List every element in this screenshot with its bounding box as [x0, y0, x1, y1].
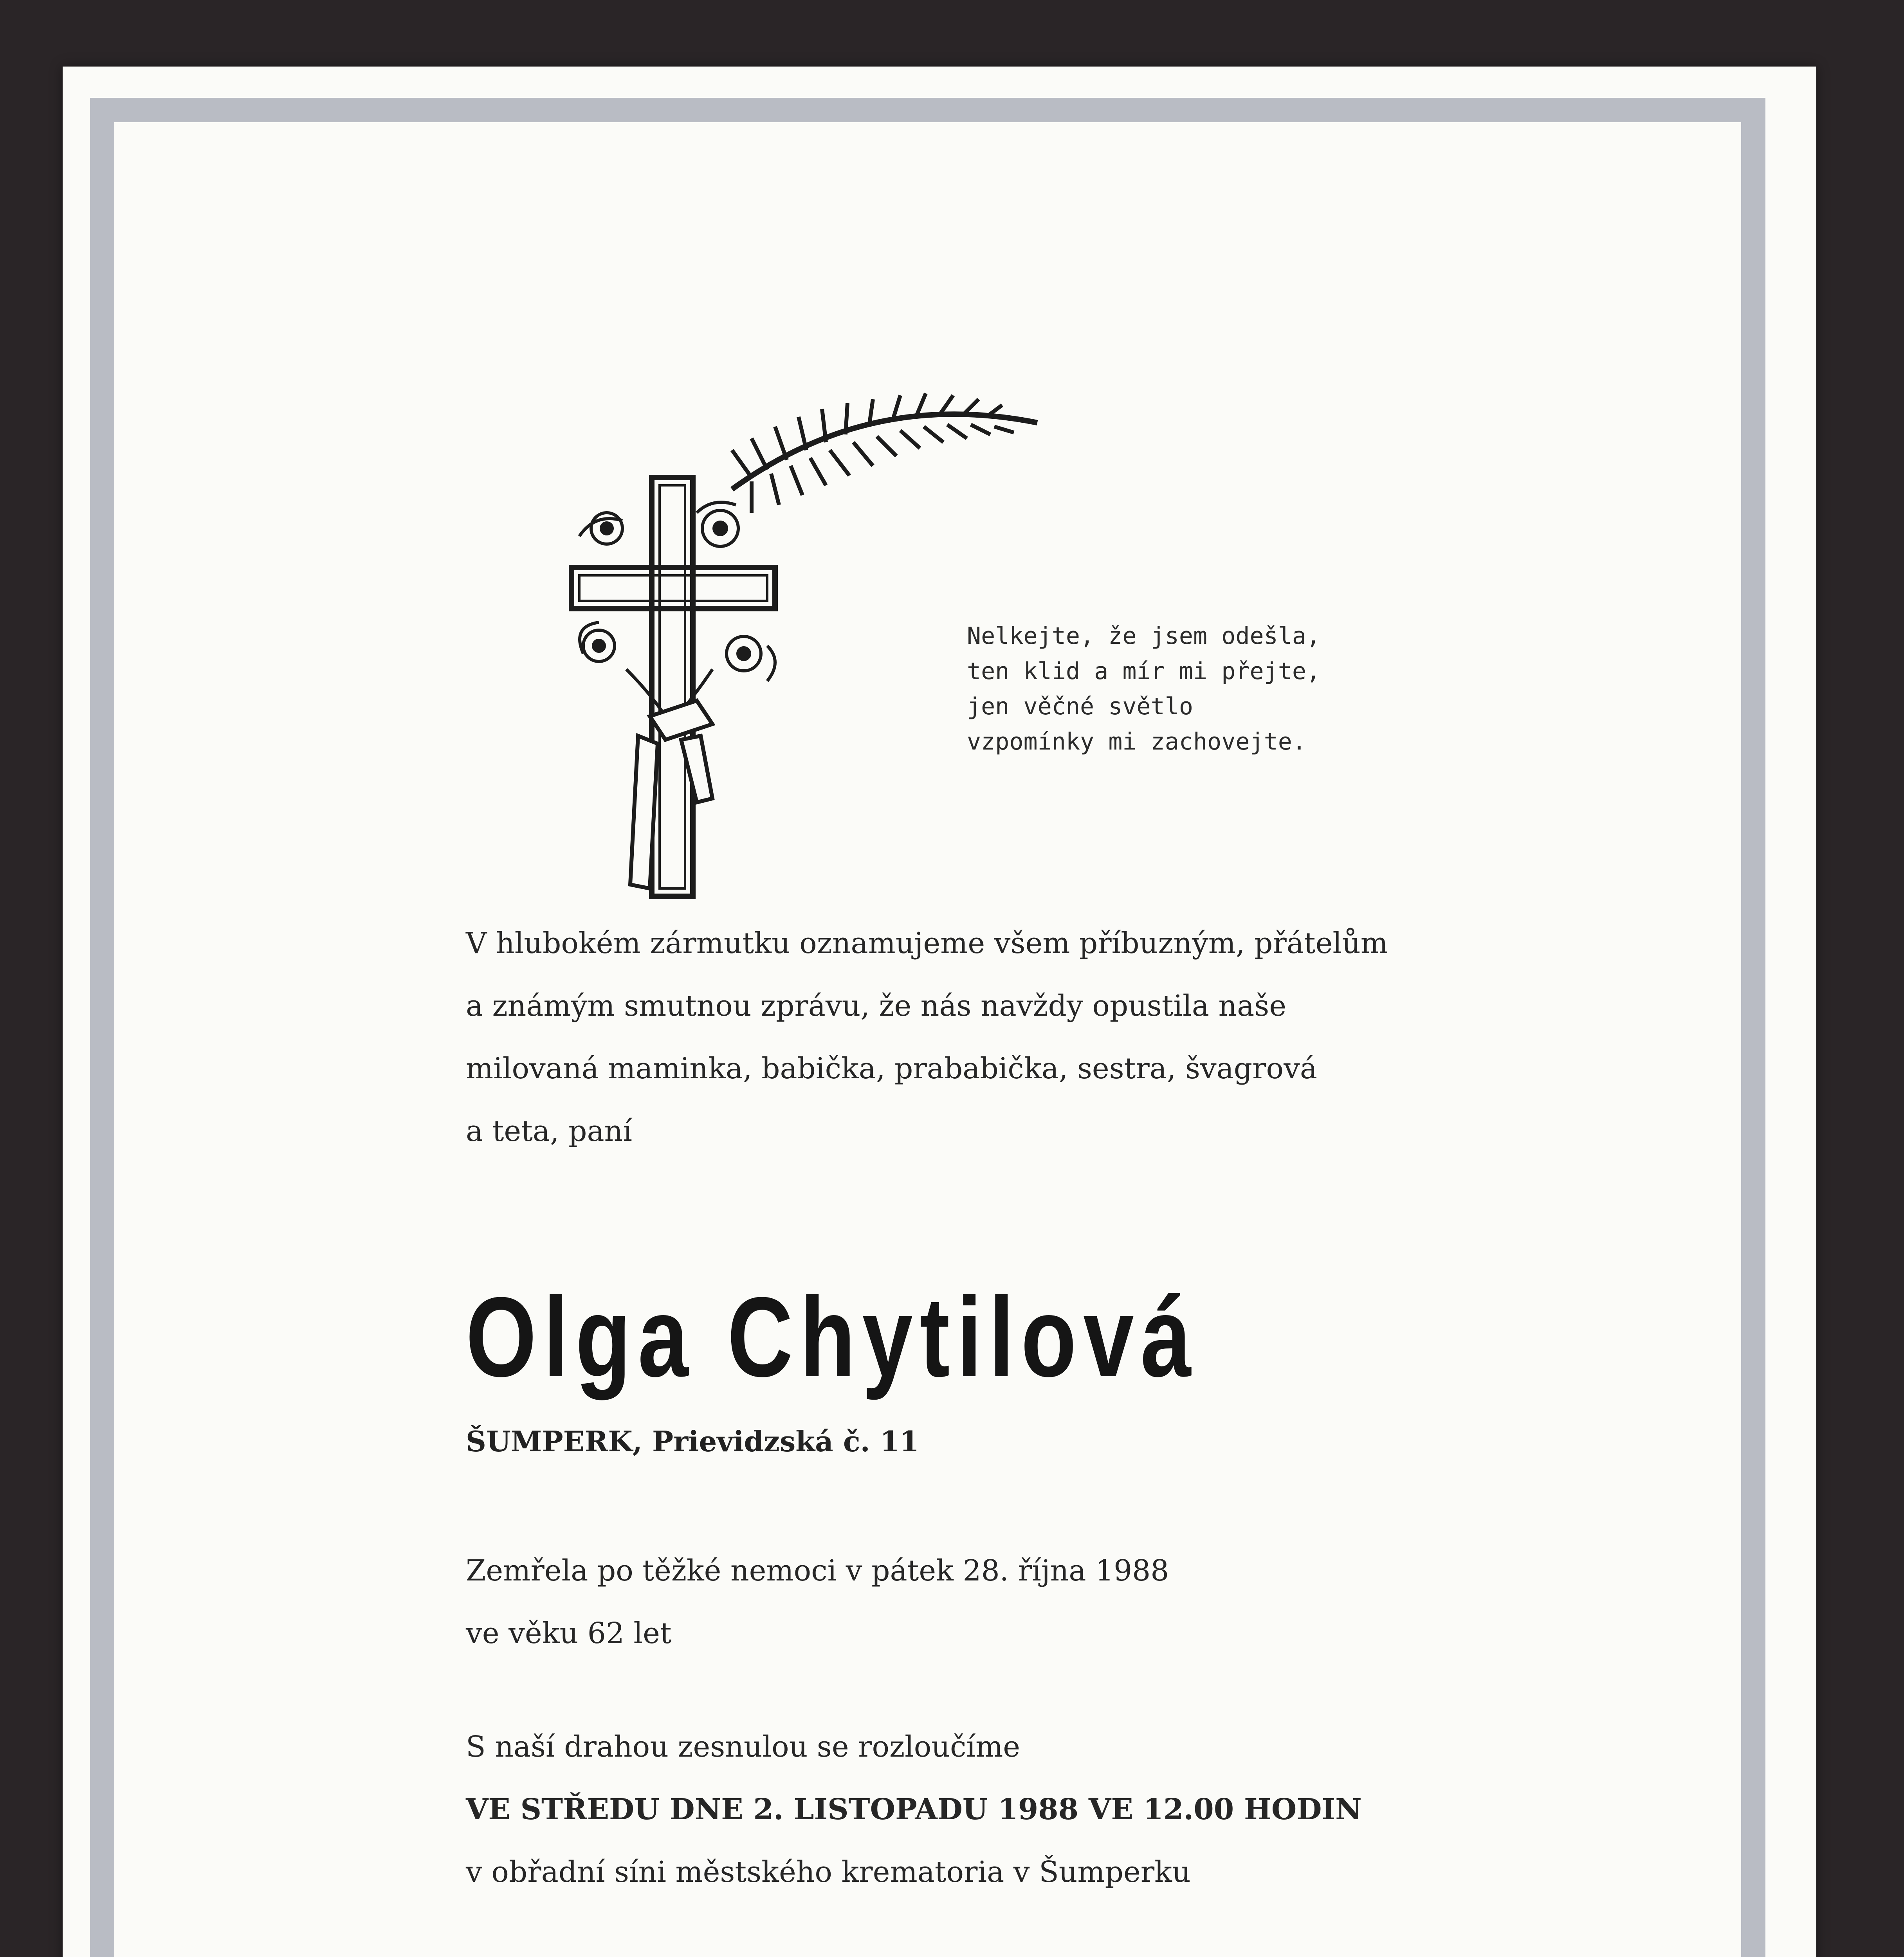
poem: [967, 618, 1476, 759]
death-line-2: ve věku 62 let: [466, 1616, 672, 1650]
obituary-sheet: [63, 67, 1816, 1957]
intro-line: V hlubokém zármutku oznamujeme všem příbuzným, přátelům: [466, 926, 1388, 960]
intro-line: milovaná maminka, babička, prababička, sestra, švagrová: [466, 1052, 1318, 1085]
poem-line: vzpomínky mi zachovejte.: [967, 728, 1306, 755]
farewell-line-1: S naší drahou zesnulou se rozloučíme: [466, 1730, 1021, 1764]
poem-line: ten klid a mír mi přejte,: [967, 658, 1321, 685]
intro-paragraph: [466, 912, 1797, 1162]
intro-line: a teta, paní: [466, 1114, 632, 1148]
intro-line: a známým smutnou zprávu, že nás navždy opustila naše: [466, 989, 1287, 1023]
farewell-place: v obřadní síni městského krematoria v Šumperku: [466, 1855, 1191, 1889]
poem-line: Nelkejte, že jsem odešla,: [967, 622, 1321, 650]
deceased-name: Olga Chytilová: [466, 1274, 1198, 1400]
deceased-address: ŠUMPERK, Prievidzská č. 11: [466, 1425, 920, 1458]
death-line-1: Zemřela po těžké nemoci v pátek 28. října 1988: [466, 1554, 1169, 1588]
farewell-datetime: VE STŘEDU DNE 2. LISTOPADU 1988 VE 12.00 HODIN: [466, 1793, 1362, 1826]
poem-line: jen věčné světlo: [967, 693, 1193, 720]
